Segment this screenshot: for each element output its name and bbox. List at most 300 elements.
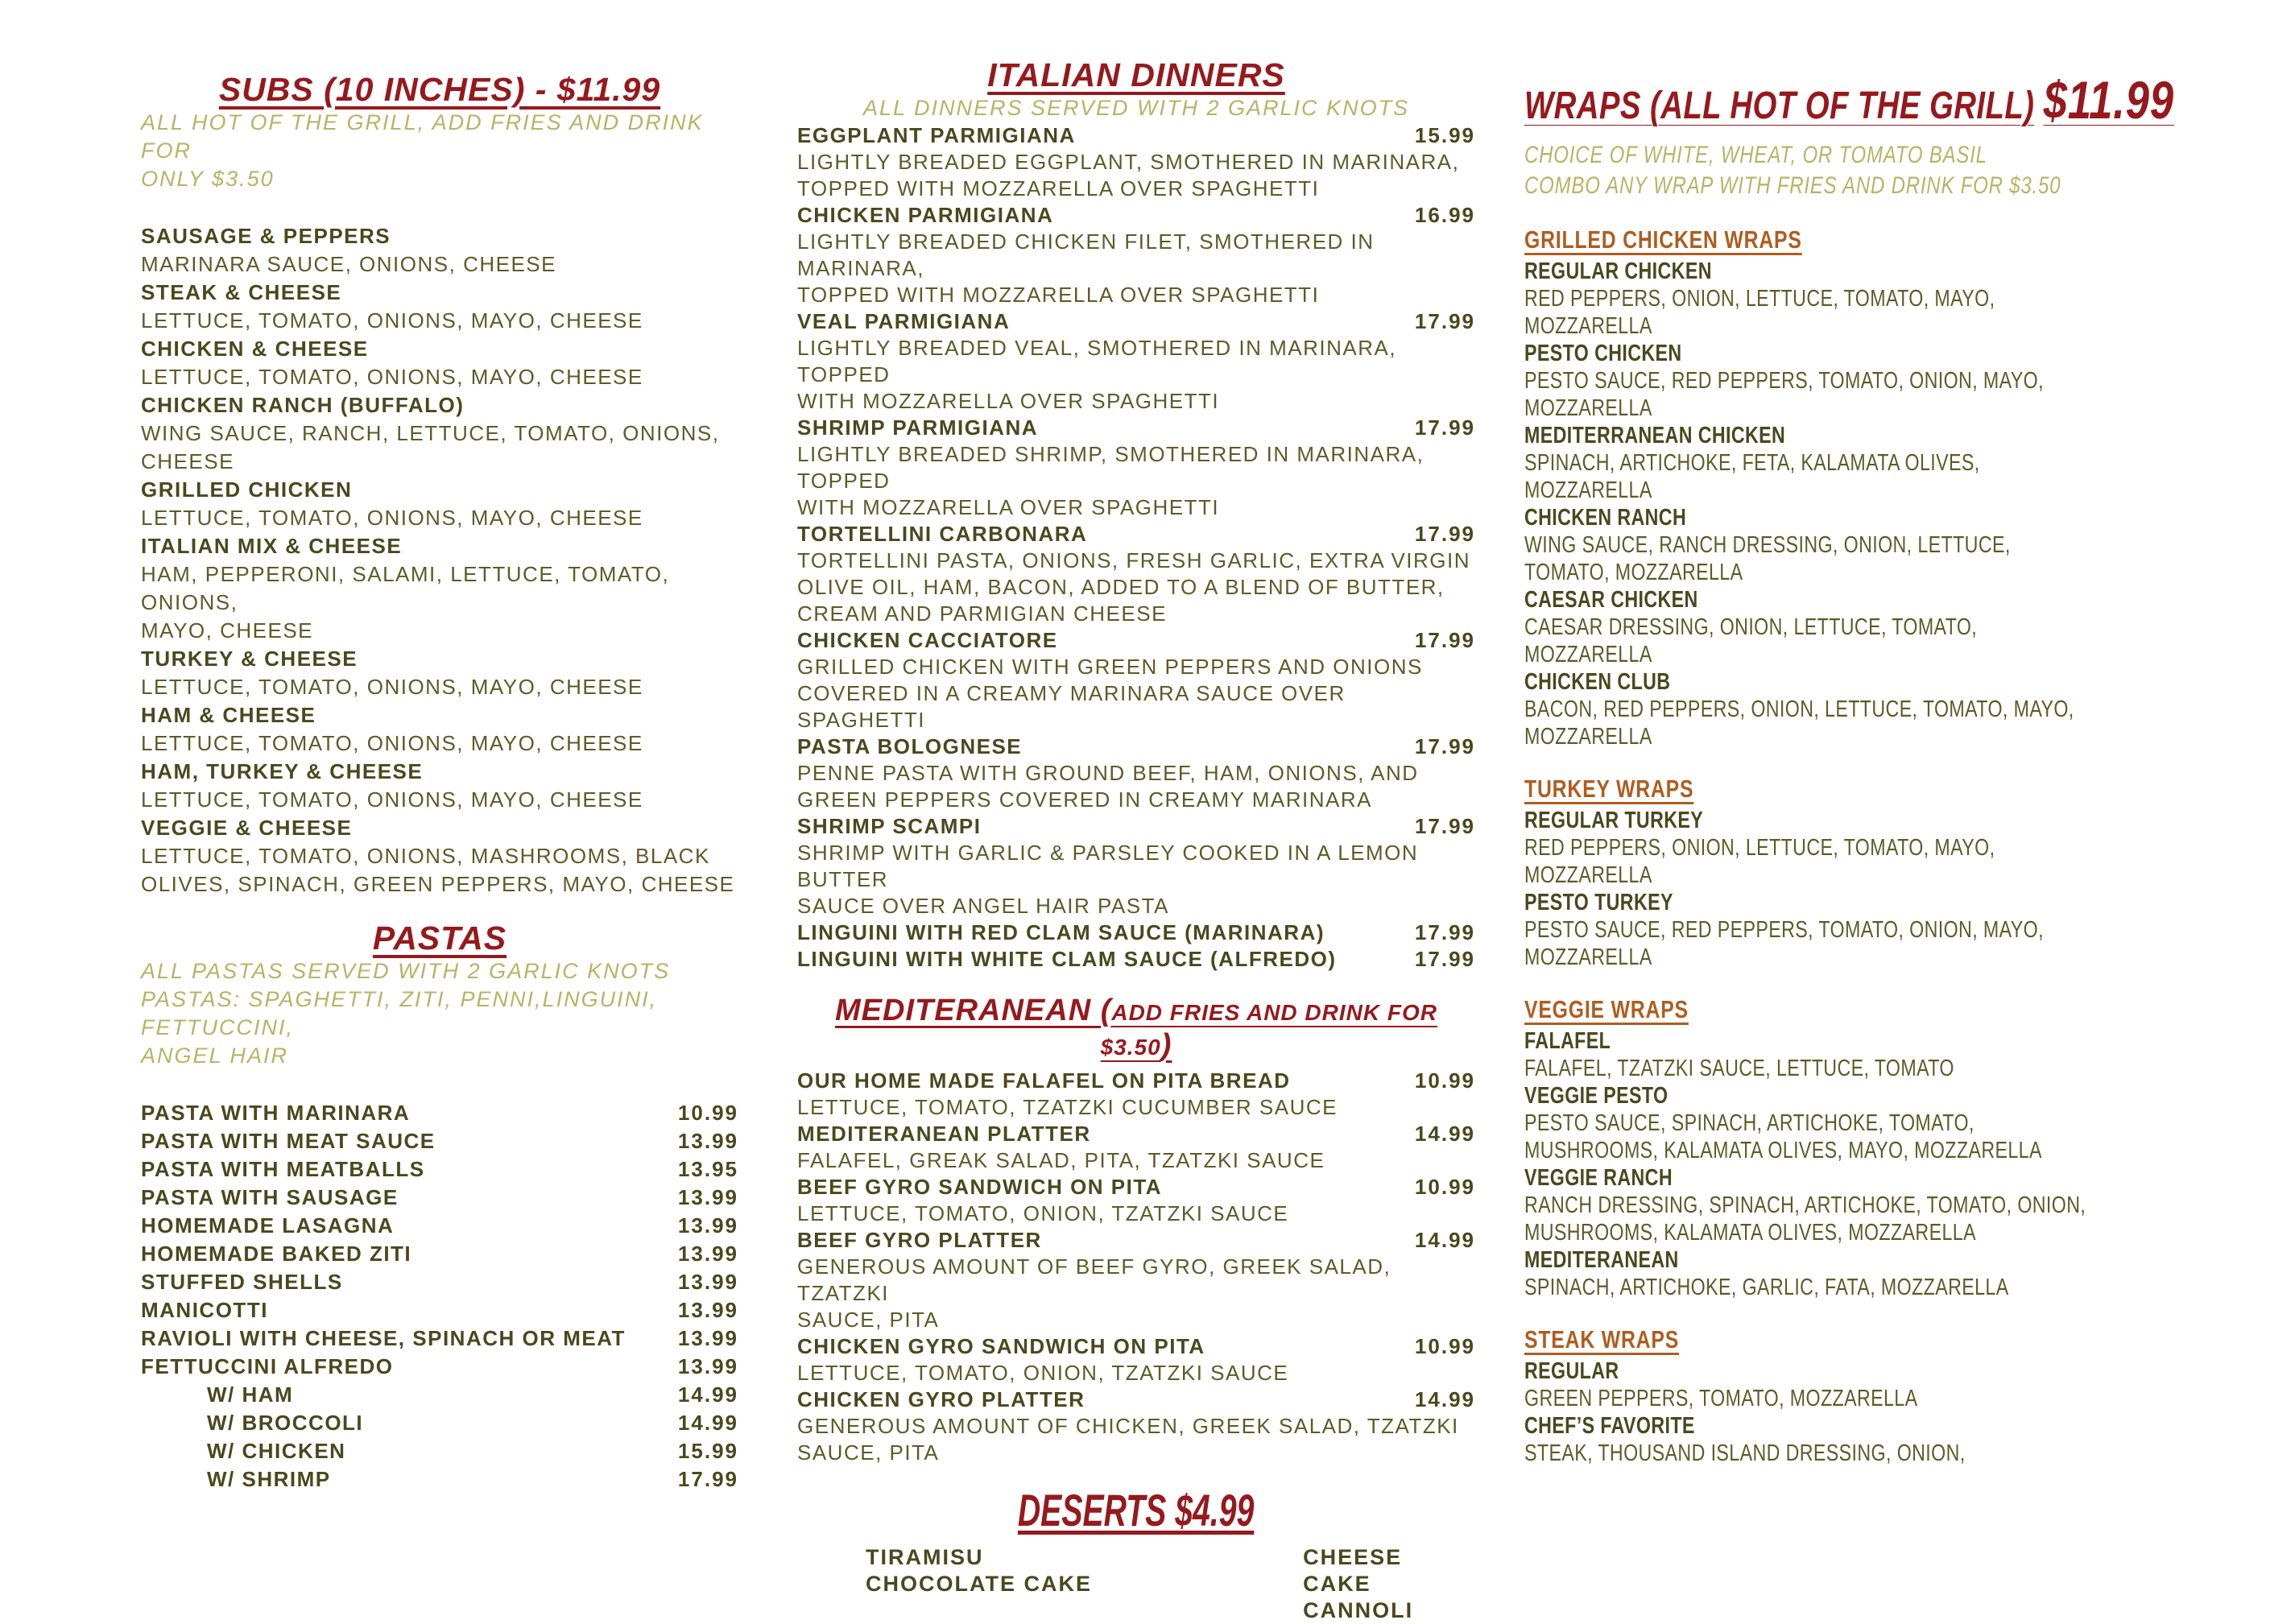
menu-item-row bbox=[141, 1184, 738, 1212]
menu-item bbox=[797, 1174, 1475, 1227]
menu-item bbox=[797, 1121, 1475, 1174]
menu-item-desc: MUSHROOMS, KALAMATA OLIVES, MAYO, MOZZARELLA bbox=[1524, 1138, 2042, 1163]
menu-item-desc: HAM, PEPPERONI, SALAMI, LETTUCE, TOMATO, ONIONS, bbox=[141, 562, 670, 614]
menu-item-desc: MOZZARELLA bbox=[1524, 724, 1652, 750]
menu-item-name: HOMEMADE LASAGNA bbox=[141, 1213, 395, 1238]
menu-item-desc: TOPPED WITH MOZZARELLA OVER SPAGHETTI bbox=[797, 283, 1320, 307]
menu-item-row bbox=[797, 308, 1475, 335]
menu-item-desc: PESTO SAUCE, SPINACH, ARTICHOKE, TOMATO, bbox=[1524, 1110, 1975, 1136]
menu-item bbox=[141, 1127, 738, 1155]
menu-item bbox=[797, 946, 1475, 973]
menu-item-row bbox=[797, 627, 1475, 654]
menu-item-desc: CAESAR DRESSING, ONION, LETTUCE, TOMATO, bbox=[1524, 614, 1978, 640]
pastas-note-line: PASTAS: SPAGHETTI, ZITI, PENNI,LINGUINI, FETTUCCINI, bbox=[141, 987, 658, 1039]
menu-item-desc: FALAFEL, GREAK SALAD, PITA, TZATZKI SAUCE bbox=[797, 1148, 1325, 1172]
menu-item-row bbox=[1303, 1597, 1475, 1624]
menu-item-price: 10.99 bbox=[1414, 1068, 1475, 1093]
menu-item-desc: LETTUCE, TOMATO, TZATZKI CUCUMBER SAUCE bbox=[797, 1095, 1338, 1119]
menu-item-row bbox=[1524, 889, 2178, 916]
wraps-price: $11.99 bbox=[2043, 70, 2174, 130]
menu-item-desc: GREEN PEPPERS COVERED IN CREAMY MARINARA bbox=[797, 787, 1372, 812]
menu-item bbox=[141, 645, 738, 701]
menu-item-row bbox=[141, 1099, 738, 1127]
menu-item-name: W/ HAM bbox=[207, 1382, 294, 1407]
wraps-column bbox=[1524, 69, 2178, 1467]
menu-item-row bbox=[797, 813, 1475, 840]
menu-item-row bbox=[141, 1296, 738, 1324]
menu-item-name: CHICKEN GYRO PLATTER bbox=[797, 1387, 1085, 1411]
menu-item bbox=[141, 391, 738, 476]
menu-item-desc: GENEROUS AMOUNT OF BEEF GYRO, GREEK SALAD, TZATZKI bbox=[797, 1254, 1391, 1305]
menu-item-row bbox=[797, 1333, 1475, 1360]
menu-item-row bbox=[141, 1465, 738, 1494]
menu-item-desc: MOZZARELLA bbox=[1524, 395, 1652, 421]
menu-item-desc: MARINARA SAUCE, ONIONS, CHEESE bbox=[141, 252, 556, 276]
menu-item bbox=[1524, 1027, 2178, 1082]
menu-item bbox=[797, 627, 1475, 733]
menu-item-price: 13.99 bbox=[677, 1242, 738, 1266]
menu-item bbox=[141, 1155, 738, 1184]
wraps-title bbox=[1524, 69, 2178, 130]
menu-item-price: 17.99 bbox=[677, 1467, 738, 1491]
menu-item bbox=[141, 1353, 738, 1381]
menu-item-name: MEDITERANEAN PLATTER bbox=[797, 1122, 1091, 1146]
menu-item-desc: CHEESE bbox=[141, 449, 234, 473]
menu-item-row bbox=[1524, 1412, 2178, 1440]
menu-item-name: PASTA WITH MEAT SAUCE bbox=[141, 1129, 436, 1153]
menu-item-name: VEGGIE RANCH bbox=[1524, 1165, 1673, 1191]
menu-item-row bbox=[1524, 668, 2178, 696]
pastas-note-line: ANGEL HAIR bbox=[141, 1043, 289, 1068]
wraps-section-header: GRILLED CHICKEN WRAPS bbox=[1524, 225, 1802, 254]
menu-item-name: REGULAR TURKEY bbox=[1524, 808, 1704, 833]
menu-item bbox=[1303, 1544, 1475, 1597]
menu-item-name: PASTA WITH MEATBALLS bbox=[141, 1157, 425, 1181]
menu-item bbox=[797, 919, 1475, 946]
menu-item bbox=[1524, 1246, 2178, 1301]
menu-item-desc: LETTUCE, TOMATO, ONIONS, MAYO, CHEESE bbox=[141, 308, 643, 333]
menu-item-name: CHICKEN & CHEESE bbox=[141, 337, 369, 361]
menu-item-name: CANNOLI bbox=[1303, 1598, 1414, 1622]
mediterranean-items bbox=[797, 1068, 1475, 1466]
menu-item-name: LINGUINI WITH RED CLAM SAUCE (MARINARA) bbox=[797, 920, 1325, 944]
desserts-right bbox=[1303, 1544, 1475, 1624]
wraps-note-line: CHOICE OF WHITE, WHEAT, OR TOMATO BASIL bbox=[1524, 142, 1987, 168]
menu-item-name: OUR HOME MADE FALAFEL ON PITA BREAD bbox=[797, 1068, 1291, 1093]
menu-item bbox=[1524, 1164, 2178, 1246]
menu-item bbox=[141, 701, 738, 758]
menu-item-row bbox=[797, 1068, 1475, 1094]
menu-item-name: W/ CHICKEN bbox=[207, 1439, 346, 1463]
wraps-section-header: STEAK WRAPS bbox=[1524, 1325, 1680, 1353]
menu-item-name: STEAK & CHEESE bbox=[141, 280, 342, 304]
menu-item-row bbox=[141, 1381, 738, 1409]
menu-item-name: CHICKEN RANCH (BUFFALO) bbox=[141, 393, 465, 417]
menu-item bbox=[1524, 1412, 2178, 1467]
menu-item-row bbox=[141, 1324, 738, 1353]
menu-item-row bbox=[141, 532, 738, 560]
menu-item-name: PESTO CHICKEN bbox=[1524, 341, 1682, 366]
pastas-items bbox=[141, 1099, 738, 1494]
menu-item-desc: MOZZARELLA bbox=[1524, 944, 1652, 970]
menu-item-desc: MUSHROOMS, KALAMATA OLIVES, MOZZARELLA bbox=[1524, 1220, 1976, 1246]
menu-item-desc: MOZZARELLA bbox=[1524, 862, 1652, 888]
menu-item-name: VEGGIE & CHEESE bbox=[141, 816, 353, 840]
menu-item-price: 15.99 bbox=[677, 1439, 738, 1463]
menu-item-desc: RED PEPPERS, ONION, LETTUCE, TOMATO, MAYO, bbox=[1524, 286, 1995, 312]
menu-item-name: REGULAR bbox=[1524, 1358, 1619, 1384]
menu-item-row bbox=[1303, 1544, 1475, 1597]
menu-item-row bbox=[1524, 1164, 2178, 1192]
menu-item-price: 17.99 bbox=[1414, 522, 1475, 546]
menu-item-name: SHRIMP PARMIGIANA bbox=[797, 415, 1038, 440]
menu-item-name: CHICKEN GYRO SANDWICH ON PITA bbox=[797, 1334, 1205, 1358]
menu-item-name: MEDITERANEAN bbox=[1524, 1247, 1679, 1273]
menu-item-price: 13.99 bbox=[677, 1185, 738, 1209]
menu-item-desc: OLIVES, SPINACH, GREEN PEPPERS, MAYO, CHEESE bbox=[141, 872, 735, 896]
menu-item-price: 13.99 bbox=[677, 1298, 738, 1322]
menu-item bbox=[1524, 586, 2178, 668]
mediterranean-title-close: ) bbox=[1160, 1028, 1172, 1062]
menu-item bbox=[797, 415, 1475, 521]
menu-item-name: FETTUCCINI ALFREDO bbox=[141, 1354, 394, 1378]
menu-item bbox=[141, 1099, 738, 1127]
menu-item-desc: LETTUCE, TOMATO, ONION, TZATZKI SAUCE bbox=[797, 1201, 1289, 1225]
menu-item-row bbox=[797, 733, 1475, 760]
wraps-note-line: COMBO ANY WRAP WITH FRIES AND DRINK FOR $3.50 bbox=[1524, 172, 2061, 199]
menu-item-row bbox=[141, 222, 738, 250]
menu-item-desc: WITH MOZZARELLA OVER SPAGHETTI bbox=[797, 495, 1220, 519]
menu-item-desc: STEAK, THOUSAND ISLAND DRESSING, ONION, bbox=[1524, 1440, 1966, 1466]
menu-item-name: CHOCOLATE CAKE bbox=[866, 1572, 1092, 1596]
menu-item-row bbox=[797, 1386, 1475, 1413]
menu-item-price: 14.99 bbox=[1414, 1387, 1475, 1411]
mediterranean-title-note: ADD FRIES AND DRINK FOR $3.50 bbox=[1100, 1000, 1437, 1060]
menu-item bbox=[141, 279, 738, 335]
menu-item-price: 17.99 bbox=[1414, 814, 1475, 838]
menu-item-name: VEAL PARMIGIANA bbox=[797, 309, 1011, 333]
menu-item-row bbox=[1524, 504, 2178, 531]
dinner-items bbox=[797, 122, 1475, 973]
menu-item-price: 17.99 bbox=[1414, 628, 1475, 652]
menu-item bbox=[866, 1544, 1238, 1571]
subs-notes bbox=[141, 109, 738, 193]
menu-item-row bbox=[797, 521, 1475, 548]
menu-item-row bbox=[141, 279, 738, 307]
menu-item-name: CHICKEN CLUB bbox=[1524, 669, 1671, 695]
menu-item-desc: FALAFEL, TZATZKI SAUCE, LETTUCE, TOMATO bbox=[1524, 1056, 1954, 1081]
menu-item-name: MEDITERRANEAN CHICKEN bbox=[1524, 423, 1786, 448]
menu-item-name: LINGUINI WITH WHITE CLAM SAUCE (ALFREDO) bbox=[797, 947, 1337, 971]
menu-item-desc: GREEN PEPPERS, TOMATO, MOZZARELLA bbox=[1524, 1386, 1918, 1411]
menu-item-desc: LIGHTLY BREADED CHICKEN FILET, SMOTHERED IN MARINARA, bbox=[797, 229, 1375, 280]
menu-item-row bbox=[1524, 422, 2178, 449]
menu-item-name: ITALIAN MIX & CHEESE bbox=[141, 534, 403, 558]
menu-item-desc: WING SAUCE, RANCH, LETTUCE, TOMATO, ONIONS, bbox=[141, 421, 720, 445]
menu-item-price: 14.99 bbox=[677, 1382, 738, 1407]
menu-item-row bbox=[141, 645, 738, 673]
menu-item-desc: LETTUCE, TOMATO, ONIONS, MAYO, CHEESE bbox=[141, 506, 643, 530]
menu-item-desc: GRILLED CHICKEN WITH GREEN PEPPERS AND ONIONS bbox=[797, 655, 1423, 679]
menu-item bbox=[141, 1437, 738, 1465]
menu-item-desc: LETTUCE, TOMATO, ONIONS, MAYO, CHEESE bbox=[141, 787, 643, 812]
menu-item-name: EGGPLANT PARMIGIANA bbox=[797, 123, 1076, 147]
menu-item bbox=[141, 1240, 738, 1268]
dinners-note: ALL DINNERS SERVED WITH 2 GARLIC KNOTS bbox=[862, 96, 1410, 120]
wraps-sections bbox=[1524, 225, 2178, 1467]
menu-item bbox=[141, 1324, 738, 1353]
menu-item bbox=[1524, 422, 2178, 504]
menu-item-row bbox=[141, 1409, 738, 1437]
menu-item-name: CHEESE CAKE bbox=[1303, 1545, 1403, 1596]
desserts-title: DESERTS $4.99 bbox=[1018, 1485, 1255, 1535]
menu-item bbox=[797, 1227, 1475, 1333]
menu-item-price: 17.99 bbox=[1414, 415, 1475, 440]
menu-item-row bbox=[1524, 586, 2178, 614]
menu-item-name: HAM & CHEESE bbox=[141, 703, 316, 727]
menu-item bbox=[141, 222, 738, 279]
menu-item-name: PASTA WITH MARINARA bbox=[141, 1101, 411, 1125]
menu-item-desc: SAUCE, PITA bbox=[797, 1308, 940, 1332]
menu-item-price: 14.99 bbox=[1414, 1122, 1475, 1146]
menu-item-price: 13.99 bbox=[677, 1213, 738, 1238]
menu-item-desc: GENEROUS AMOUNT OF CHICKEN, GREEK SALAD, TZATZKI bbox=[797, 1414, 1459, 1438]
menu-item-desc: TORTELLINI PASTA, ONIONS, FRESH GARLIC, EXTRA VIRGIN bbox=[797, 548, 1471, 572]
menu-item-desc: SAUCE OVER ANGEL HAIR PASTA bbox=[797, 894, 1169, 918]
menu-item-row bbox=[797, 122, 1475, 149]
menu-item bbox=[1524, 807, 2178, 889]
menu-item-row bbox=[797, 1174, 1475, 1200]
menu-item-desc: LETTUCE, TOMATO, ONIONS, MAYO, CHEESE bbox=[141, 731, 643, 755]
menu-item-name: VEGGIE PESTO bbox=[1524, 1083, 1669, 1109]
menu-item-price: 17.99 bbox=[1414, 309, 1475, 333]
menu-item-desc: COVERED IN A CREAMY MARINARA SAUCE OVER SPAGHETTI bbox=[797, 681, 1346, 732]
subs-title: SUBS (10 INCHES) - $11.99 bbox=[218, 71, 661, 108]
menu-item-name: CHICKEN PARMIGIANA bbox=[797, 203, 1054, 227]
menu-item-row bbox=[797, 1121, 1475, 1147]
menu-item-row bbox=[797, 1227, 1475, 1254]
menu-item bbox=[797, 733, 1475, 813]
menu-item-desc: LIGHTLY BREADED SHRIMP, SMOTHERED IN MARINARA, TOPPED bbox=[797, 442, 1425, 493]
menu-item-name: HAM, TURKEY & CHEESE bbox=[141, 759, 424, 783]
menu-item bbox=[797, 1333, 1475, 1386]
mediterranean-title-main: MEDITERANEAN ( bbox=[835, 994, 1112, 1027]
menu-item-price: 14.99 bbox=[677, 1411, 738, 1435]
menu-item-desc: SAUCE, PITA bbox=[797, 1440, 940, 1465]
menu-item-name: STUFFED SHELLS bbox=[141, 1270, 343, 1294]
menu-item-desc: RANCH DRESSING, SPINACH, ARTICHOKE, TOMATO, ONION, bbox=[1524, 1192, 2086, 1218]
menu-item-row bbox=[141, 1212, 738, 1240]
menu-item-row bbox=[141, 335, 738, 363]
subs-note-line: ALL HOT OF THE GRILL, ADD FRIES AND DRINK FOR bbox=[141, 110, 704, 163]
italian-dinners-title: ITALIAN DINNERS bbox=[987, 56, 1285, 93]
menu-item-row bbox=[141, 814, 738, 842]
desserts-lists bbox=[797, 1544, 1475, 1624]
pastas-note-line: ALL PASTAS SERVED WITH 2 GARLIC KNOTS bbox=[141, 959, 671, 983]
menu-item-row bbox=[1524, 258, 2178, 285]
menu-item-row bbox=[141, 1240, 738, 1268]
menu-item bbox=[141, 1296, 738, 1324]
wraps-title-text: WRAPS (ALL HOT OF THE GRILL) bbox=[1524, 85, 2035, 127]
menu-item-row bbox=[1524, 340, 2178, 367]
subs-pastas-column bbox=[141, 71, 738, 1494]
menu-item-row bbox=[141, 1268, 738, 1296]
menu-item-row bbox=[141, 1127, 738, 1155]
menu-item bbox=[797, 122, 1475, 202]
menu-item-name: FALAFEL bbox=[1524, 1028, 1611, 1054]
menu-item-row bbox=[1524, 807, 2178, 834]
menu-item-price: 13.99 bbox=[677, 1270, 738, 1294]
menu-item-name: MANICOTTI bbox=[141, 1298, 268, 1322]
menu-item-row bbox=[797, 415, 1475, 441]
menu-item-desc: MOZZARELLA bbox=[1524, 313, 1652, 339]
menu-item-price: 17.99 bbox=[1414, 920, 1475, 944]
menu-item-price: 10.99 bbox=[677, 1101, 738, 1125]
menu-item bbox=[141, 532, 738, 645]
mediterranean-title bbox=[797, 994, 1475, 1063]
menu-item-name: TIRAMISU bbox=[866, 1545, 984, 1569]
menu-item-name: TURKEY & CHEESE bbox=[141, 647, 358, 671]
dinners-column bbox=[797, 56, 1475, 1624]
menu-item-desc: PESTO SAUCE, RED PEPPERS, TOMATO, ONION, MAYO, bbox=[1524, 917, 2044, 943]
menu-item-price: 13.95 bbox=[677, 1157, 738, 1181]
menu-item-row bbox=[866, 1571, 1238, 1597]
menu-item bbox=[1524, 1357, 2178, 1412]
menu-item-desc: LETTUCE, TOMATO, ONIONS, MASHROOMS, BLACK bbox=[141, 844, 710, 868]
menu-item-desc: TOPPED WITH MOZZARELLA OVER SPAGHETTI bbox=[797, 176, 1320, 200]
menu-item-row bbox=[797, 946, 1475, 973]
menu-item bbox=[1524, 504, 2178, 586]
menu-item bbox=[141, 1184, 738, 1212]
menu-item-row bbox=[1524, 1027, 2178, 1055]
menu-item bbox=[797, 521, 1475, 627]
menu-item bbox=[141, 814, 738, 899]
menu-item-name: SAUSAGE & PEPPERS bbox=[141, 224, 391, 248]
menu-item-desc: OLIVE OIL, HAM, BACON, ADDED TO A BLEND OF BUTTER, bbox=[797, 575, 1445, 599]
menu-item-name: PASTA BOLOGNESE bbox=[797, 734, 1023, 758]
menu-item-row bbox=[797, 919, 1475, 946]
menu-item-name: PESTO TURKEY bbox=[1524, 890, 1673, 915]
menu-item bbox=[797, 308, 1475, 415]
menu-item-name: CHICKEN RANCH bbox=[1524, 505, 1687, 531]
subs-note-line: ONLY $3.50 bbox=[141, 167, 275, 191]
wraps-notes bbox=[1524, 140, 2178, 201]
menu-item bbox=[141, 1268, 738, 1296]
menu-item-desc: CREAM AND PARMIGIAN CHEESE bbox=[797, 601, 1167, 626]
menu-item-row bbox=[1524, 1082, 2178, 1110]
menu-item-desc: TOMATO, MOZZARELLA bbox=[1524, 560, 1743, 585]
menu-item-name: CAESAR CHICKEN bbox=[1524, 587, 1698, 613]
menu-item-price: 14.99 bbox=[1414, 1228, 1475, 1252]
menu-item-desc: LETTUCE, TOMATO, ONIONS, MAYO, CHEESE bbox=[141, 365, 643, 389]
menu-item bbox=[141, 758, 738, 814]
menu-item-desc: SPINACH, ARTICHOKE, GARLIC, FATA, MOZZARELLA bbox=[1524, 1275, 2009, 1300]
menu-item-price: 15.99 bbox=[1414, 123, 1475, 147]
menu-item-price: 13.99 bbox=[677, 1129, 738, 1153]
menu-item-name: TORTELLINI CARBONARA bbox=[797, 522, 1088, 546]
subs-items bbox=[141, 222, 738, 899]
menu-item-desc: MOZZARELLA bbox=[1524, 642, 1652, 667]
menu-item-desc: MOZZARELLA bbox=[1524, 477, 1652, 503]
menu-item-row bbox=[1524, 1246, 2178, 1274]
menu-item-price: 17.99 bbox=[1414, 947, 1475, 971]
menu-item bbox=[1303, 1597, 1475, 1624]
menu-item-desc: RED PEPPERS, ONION, LETTUCE, TOMATO, MAYO, bbox=[1524, 835, 1995, 861]
menu-item bbox=[866, 1571, 1238, 1597]
menu-item-desc: SPINACH, ARTICHOKE, FETA, KALAMATA OLIVES, bbox=[1524, 450, 1980, 476]
menu-item-name: SHRIMP SCAMPI bbox=[797, 814, 982, 838]
menu-item-price: 10.99 bbox=[1414, 1175, 1475, 1199]
menu-item-desc: WING SAUCE, RANCH DRESSING, ONION, LETTUCE, bbox=[1524, 532, 2011, 558]
menu-item-name: HOMEMADE BAKED ZITI bbox=[141, 1242, 412, 1266]
menu-item bbox=[141, 476, 738, 532]
wraps-section-header: TURKEY WRAPS bbox=[1524, 775, 1694, 803]
menu-item bbox=[141, 1409, 738, 1437]
menu-item-name: W/ SHRIMP bbox=[207, 1467, 331, 1491]
menu-item bbox=[797, 813, 1475, 919]
menu-item-row bbox=[141, 476, 738, 504]
menu-item-name: BEEF GYRO SANDWICH ON PITA bbox=[797, 1175, 1163, 1199]
menu-item bbox=[1524, 889, 2178, 971]
menu-item-name: REGULAR CHICKEN bbox=[1524, 258, 1712, 284]
menu-item-desc: PESTO SAUCE, RED PEPPERS, TOMATO, ONION, MAYO, bbox=[1524, 368, 2044, 394]
menu-item-row bbox=[141, 758, 738, 786]
menu-item-price: 17.99 bbox=[1414, 734, 1475, 758]
menu-item-name: W/ BROCCOLI bbox=[207, 1411, 364, 1435]
menu-item-row bbox=[141, 391, 738, 419]
menu-item-desc: BACON, RED PEPPERS, ONION, LETTUCE, TOMATO, MAYO, bbox=[1524, 696, 2074, 722]
menu-item bbox=[141, 335, 738, 391]
menu-item-price: 10.99 bbox=[1414, 1334, 1475, 1358]
menu-item-desc: MAYO, CHEESE bbox=[141, 618, 314, 643]
menu-item-desc: LETTUCE, TOMATO, ONIONS, MAYO, CHEESE bbox=[141, 675, 643, 699]
menu-item bbox=[1524, 668, 2178, 750]
menu-item-name: PASTA WITH SAUSAGE bbox=[141, 1185, 399, 1209]
menu-item-row bbox=[141, 1155, 738, 1184]
menu-item-desc: LIGHTLY BREADED EGGPLANT, SMOTHERED IN MARINARA, bbox=[797, 150, 1460, 174]
menu-item-price: 16.99 bbox=[1414, 203, 1475, 227]
menu-item bbox=[797, 1068, 1475, 1121]
wraps-section-header: VEGGIE WRAPS bbox=[1524, 995, 1689, 1023]
menu-item-row bbox=[797, 202, 1475, 229]
menu-item-price: 13.99 bbox=[677, 1326, 738, 1350]
menu-item bbox=[1524, 1082, 2178, 1164]
menu-item-name: RAVIOLI WITH CHEESE, SPINACH OR MEAT bbox=[141, 1326, 626, 1350]
menu-item bbox=[1524, 258, 2178, 340]
pastas-title: PASTAS bbox=[372, 919, 507, 957]
pastas-notes bbox=[141, 957, 738, 1070]
desserts-left bbox=[866, 1544, 1238, 1624]
menu-item-desc: LETTUCE, TOMATO, ONION, TZATZKI SAUCE bbox=[797, 1361, 1289, 1385]
desserts-header bbox=[797, 1484, 1475, 1536]
menu-item-desc: PENNE PASTA WITH GROUND BEEF, HAM, ONIONS, AND bbox=[797, 761, 1419, 785]
menu-item bbox=[797, 202, 1475, 308]
menu-item-desc: WITH MOZZARELLA OVER SPAGHETTI bbox=[797, 389, 1220, 413]
menu-item-name: CHEF’S FAVORITE bbox=[1524, 1413, 1695, 1439]
menu-item-row bbox=[866, 1544, 1238, 1571]
menu-item-row bbox=[141, 1437, 738, 1465]
menu-item-name: CHICKEN CACCIATORE bbox=[797, 628, 1058, 652]
menu-item-row bbox=[141, 1353, 738, 1381]
menu-item bbox=[1524, 340, 2178, 422]
menu-item bbox=[141, 1381, 738, 1409]
menu-item-row bbox=[141, 701, 738, 729]
menu-item-desc: SHRIMP WITH GARLIC & PARSLEY COOKED IN A LEMON BUTTER bbox=[797, 841, 1419, 891]
menu-item-desc: LIGHTLY BREADED VEAL, SMOTHERED IN MARINARA, TOPPED bbox=[797, 336, 1397, 386]
menu-item-row bbox=[1524, 1357, 2178, 1385]
menu-item bbox=[141, 1212, 738, 1240]
menu-item-name: BEEF GYRO PLATTER bbox=[797, 1228, 1042, 1252]
